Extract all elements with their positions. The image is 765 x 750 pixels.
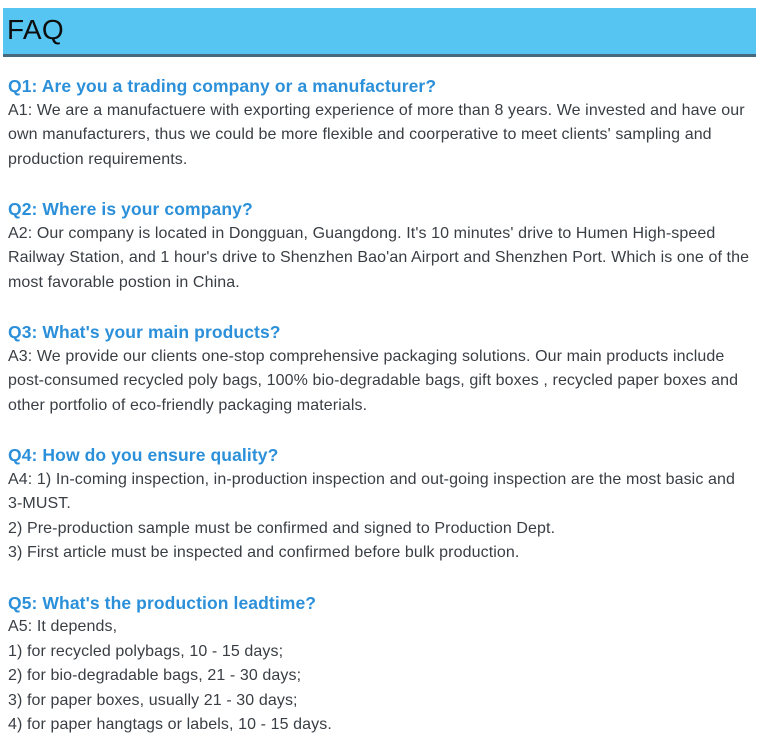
faq-item: [8, 443, 752, 566]
answer-line: A2: Our company is located in Dongguan, Guangdong. It's 10 minutes' drive to Humen High-speed Railway Station, and 1 hour's drive to Shenzhen Bao'an Airport and Shenzhen Port. Which is one of the most favorable postion in China.: [8, 224, 750, 291]
faq-question: Q5: What's the production leadtime?: [8, 592, 317, 613]
faq-answer: [8, 345, 752, 419]
answer-line: 3) First article must be inspected and confirmed before bulk production.: [8, 544, 520, 561]
answer-line: 2) for bio-degradable bags, 21 - 30 days;: [8, 667, 302, 684]
faq-question: Q2: Where is your company?: [8, 199, 253, 219]
faq-answer: [8, 222, 752, 296]
faq-answer: [8, 99, 752, 173]
faq-item: [8, 197, 752, 295]
answer-line: A4: 1) In-coming inspection, in-production inspection and out-going inspection are the most basic and 3-MUST.: [8, 470, 735, 512]
answer-line: 1) for recycled polybags, 10 - 15 days;: [8, 642, 284, 660]
answer-line: A5: It depends,: [8, 618, 118, 635]
faq-question: Q3: What's your main products?: [8, 322, 281, 342]
faq-question: Q1: Are you a trading company or a manufacturer?: [8, 76, 437, 96]
page-title: FAQ: [7, 14, 64, 45]
faq-question: Q4: How do you ensure quality?: [8, 445, 279, 465]
answer-line: 4) for paper hangtags or labels, 10 - 15 days.: [8, 716, 332, 733]
faq-item: [8, 320, 752, 418]
faq-item: [8, 74, 752, 172]
faq-list: [3, 74, 756, 738]
answer-line: A1: We are a manufactuere with exporting experience of more than 8 years. We invested and have our own manufacturers, thus we could be more flexible and coorperative to meet clients' sampling and production requirements.: [8, 101, 745, 168]
faq-item: [8, 591, 752, 738]
faq-header-bar: [3, 8, 756, 57]
answer-line: A3: We provide our clients one-stop comprehensive packaging solutions. Our main products include post-consumed recycled poly bags, 100% bio-degradable bags, gift boxes , recycled paper boxes and other portfolio of eco-friendly packaging materials.: [8, 347, 739, 414]
faq-answer: [8, 615, 752, 738]
answer-line: 3) for paper boxes, usually 21 - 30 days;: [8, 691, 298, 709]
faq-answer: [8, 468, 752, 566]
answer-line: 2) Pre-production sample must be confirmed and signed to Production Dept.: [8, 519, 556, 537]
